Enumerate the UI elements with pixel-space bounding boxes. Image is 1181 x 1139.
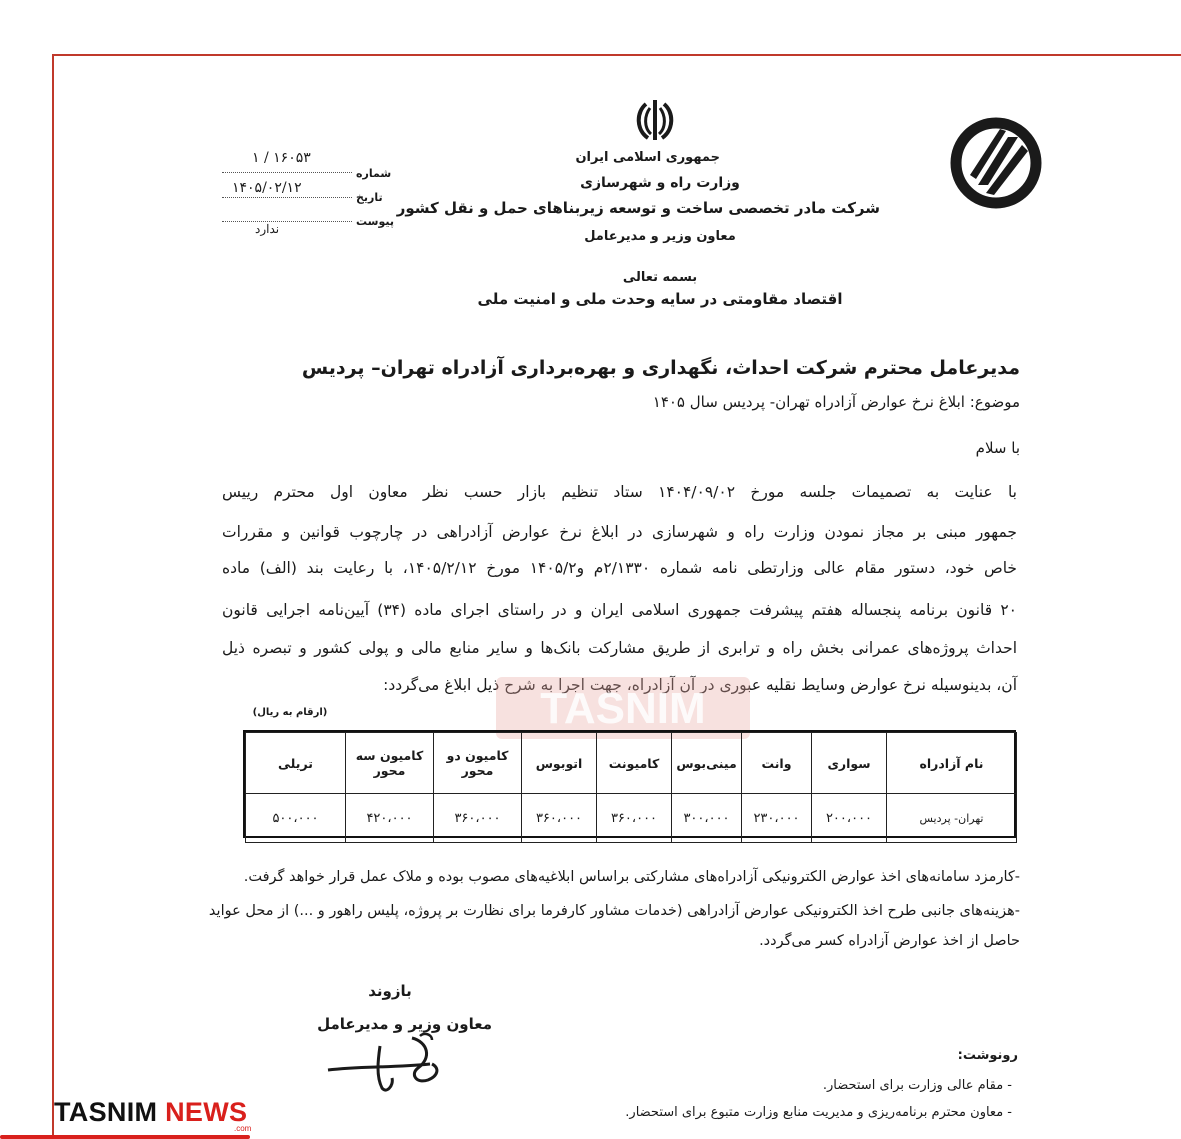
cc-item: - معاون محترم برنامه‌ریزی و مدیریت منابع وزارت متبوع برای استحضار. bbox=[625, 1105, 1012, 1120]
signer-title: معاون وزیر و مدیرعامل bbox=[317, 1015, 492, 1033]
brand-underline bbox=[0, 1135, 250, 1139]
number-label: شماره bbox=[356, 167, 392, 180]
date-line bbox=[222, 197, 352, 198]
table-header: مینی‌بوس bbox=[672, 733, 742, 794]
table-cell: ۳۶۰،۰۰۰ bbox=[522, 794, 597, 843]
table-cell: ۳۶۰،۰۰۰ bbox=[597, 794, 672, 843]
table-header: اتوبوس bbox=[522, 733, 597, 794]
red-frame-top bbox=[52, 54, 1181, 56]
note-line: -هزینه‌های جانبی طرح اخذ الکترونیکی عوارض آزادراهی (خدمات مشاور کارفرما برای نظارت بر پروژه، پلیس راهور و ...) از محل عواید bbox=[208, 903, 1020, 919]
table-cell: ۵۰۰،۰۰۰ bbox=[246, 794, 346, 843]
body-line: احداث پروژه‌های عمرانی بخش راه و ترابری از طریق مشارکت بانک‌ها و سایر منابع مالی و پولی کشور و تبصره ذیل bbox=[222, 639, 1017, 657]
table-cell: ۴۲۰،۰۰۰ bbox=[346, 794, 434, 843]
table-cell: تهران- پردیس bbox=[887, 794, 1017, 843]
table-header: تریلی bbox=[246, 733, 346, 794]
cc-title: رونوشت: bbox=[957, 1048, 1018, 1063]
motto: اقتصاد مقاومتی در سایه وحدت ملی و امنیت ملی bbox=[477, 290, 843, 308]
company-logo bbox=[948, 115, 1044, 211]
date-label: تاریخ bbox=[356, 191, 383, 204]
header-ministry: وزارت راه و شهرسازی bbox=[580, 175, 740, 191]
tasnim-news-logo bbox=[54, 1097, 247, 1128]
subject: موضوع: ابلاغ نرخ عوارض آزادراه تهران- پردیس سال ۱۴۰۵ bbox=[652, 393, 1020, 411]
body-line: با عنایت به تصمیمات جلسه مورخ ۱۴۰۴/۰۹/۰۲ ستاد تنظیم بازار حسب نظر معاون اول محترم رییس bbox=[222, 483, 1017, 501]
number-line bbox=[222, 172, 352, 173]
table-row bbox=[246, 794, 1017, 843]
table-header: کامیون سه محور bbox=[346, 733, 434, 794]
body-line: آن، بدینوسیله نرخ عوارض وسایط نقلیه عبوری در آن آزادراه، جهت اجرا به شرح ذیل ابلاغ می‌گردد: bbox=[383, 676, 1017, 694]
body-line: خاص خود، دستور مقام عالی وزارتطی نامه شماره ۲/۱۳۳۰م و۱۴۰۵/۲ مورخ ۱۴۰۵/۲/۱۲، با رعایت بند (الف) ماده bbox=[222, 559, 1018, 577]
brand-domain: .com bbox=[234, 1124, 252, 1133]
header-republic: جمهوری اسلامی ایران bbox=[575, 150, 720, 165]
cc-item: - مقام عالی وزارت برای استحضار. bbox=[822, 1078, 1012, 1093]
unit-note: (ارقام به ریال) bbox=[252, 707, 328, 718]
brand-news: NEWS bbox=[165, 1097, 248, 1127]
body-line: جمهور مبنی بر مجاز نمودن وزارت راه و شهرسازی در ابلاغ نرخ عوارض آزادراهی در چارچوب قوانین و مقررات bbox=[222, 523, 1017, 541]
attachment-line bbox=[222, 221, 352, 222]
table-cell: ۳۶۰،۰۰۰ bbox=[434, 794, 522, 843]
date-value: ۱۴۰۵/۰۲/۱۲ bbox=[232, 180, 302, 196]
table-cell: ۲۰۰،۰۰۰ bbox=[812, 794, 887, 843]
attachment-label: پیوست bbox=[356, 215, 394, 228]
toll-table bbox=[243, 730, 1016, 838]
number-value: ۱۶۰۵۳ / ۱ bbox=[252, 150, 311, 166]
body-line: ۲۰ قانون برنامه پنجساله هفتم پیشرفت جمهوری اسلامی ایران و در راستای اجرای ماده (۳۴) آیین‌نامه اجرایی قانون bbox=[222, 601, 1018, 619]
table-header: سواری bbox=[812, 733, 887, 794]
watermark-text: TASNIM bbox=[540, 684, 706, 733]
note-line: حاصل از اخذ عوارض آزادراه کسر می‌گردد. bbox=[759, 933, 1020, 949]
header-position: معاون وزیر و مدیرعامل bbox=[584, 229, 736, 244]
red-frame-left bbox=[52, 54, 54, 1139]
addressee: مدیرعامل محترم شرکت احداث، نگهداری و بهره‌برداری آزادراه تهران– پردیس bbox=[301, 357, 1020, 379]
table-cell: ۲۳۰،۰۰۰ bbox=[742, 794, 812, 843]
iran-emblem-icon bbox=[628, 96, 682, 144]
greeting: با سلام bbox=[975, 439, 1020, 457]
bismillah: بسمه تعالی bbox=[622, 270, 698, 285]
table-header-row bbox=[246, 733, 1017, 794]
handwritten-signature bbox=[320, 1028, 460, 1098]
signer-name: بازوند bbox=[368, 982, 412, 1000]
attachment-value: ندارد bbox=[255, 222, 280, 236]
table-header: نام آزادراه bbox=[887, 733, 1017, 794]
header-company: شرکت مادر تخصصی ساخت و توسعه زیربناهای حمل و نقل کشور bbox=[396, 199, 880, 217]
table-cell: ۳۰۰،۰۰۰ bbox=[672, 794, 742, 843]
table-header: کامیون دو محور bbox=[434, 733, 522, 794]
table-header: کامیونت bbox=[597, 733, 672, 794]
table-header: وانت bbox=[742, 733, 812, 794]
note-line: -کارمزد سامانه‌های اخذ عوارض الکترونیکی آزادراه‌های مشارکتی براساس ابلاغیه‌های مصوب بوده و ملاک عمل قرار خواهد گرفت. bbox=[243, 869, 1020, 885]
brand-tasnim: TASNIM bbox=[54, 1097, 158, 1127]
